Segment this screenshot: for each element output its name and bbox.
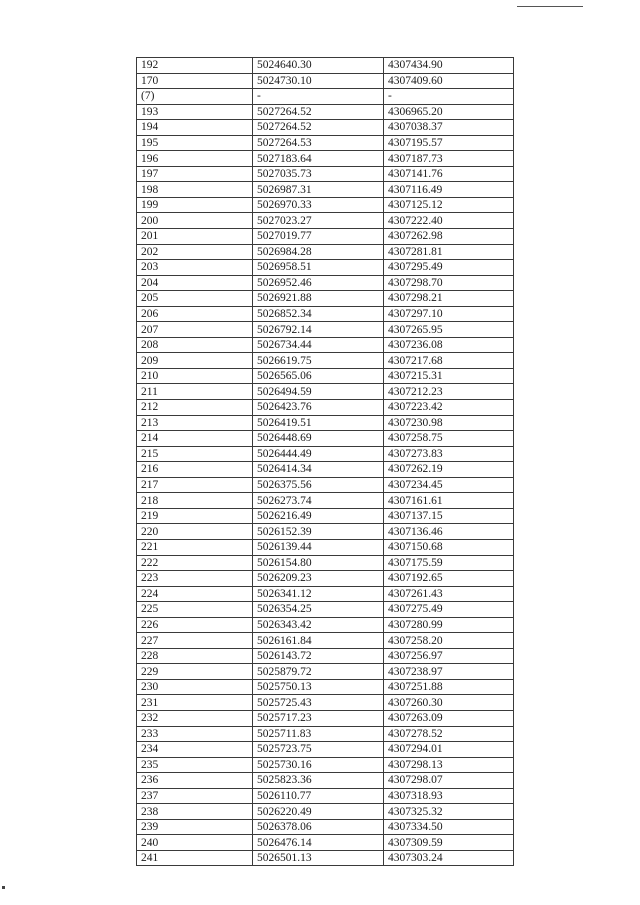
table-row bbox=[137, 431, 514, 447]
y-coordinate-cell: 4307136.46 bbox=[384, 524, 514, 540]
table-row bbox=[137, 58, 514, 74]
x-coordinate-cell: 5026139.44 bbox=[253, 539, 384, 555]
table-row bbox=[137, 773, 514, 789]
point-number-cell: 219 bbox=[137, 508, 253, 524]
y-coordinate-cell: 4307150.68 bbox=[384, 539, 514, 555]
point-number-cell: 203 bbox=[137, 260, 253, 276]
x-coordinate-cell: 5026273.74 bbox=[253, 493, 384, 509]
point-number-cell: 231 bbox=[137, 695, 253, 711]
point-number-cell: 196 bbox=[137, 151, 253, 167]
x-coordinate-cell: 5027019.77 bbox=[253, 229, 384, 245]
point-number-cell: 239 bbox=[137, 819, 253, 835]
y-coordinate-cell: 4307161.61 bbox=[384, 493, 514, 509]
table-row bbox=[137, 602, 514, 618]
y-coordinate-cell: 4307273.83 bbox=[384, 446, 514, 462]
table-row bbox=[137, 368, 514, 384]
table-row bbox=[137, 648, 514, 664]
y-coordinate-cell: 4307116.49 bbox=[384, 182, 514, 198]
y-coordinate-cell: 4307234.45 bbox=[384, 477, 514, 493]
x-coordinate-cell: 5026343.42 bbox=[253, 617, 384, 633]
table-row bbox=[137, 400, 514, 416]
y-coordinate-cell: 4307261.43 bbox=[384, 586, 514, 602]
point-number-cell: 214 bbox=[137, 431, 253, 447]
y-coordinate-cell: 4307263.09 bbox=[384, 710, 514, 726]
table-row bbox=[137, 819, 514, 835]
x-coordinate-cell: 5026501.13 bbox=[253, 850, 384, 866]
table-row bbox=[137, 291, 514, 307]
point-number-cell: 220 bbox=[137, 524, 253, 540]
y-coordinate-cell: 4307294.01 bbox=[384, 742, 514, 758]
point-number-cell: 200 bbox=[137, 213, 253, 229]
point-number-cell: 238 bbox=[137, 804, 253, 820]
point-number-cell: 197 bbox=[137, 166, 253, 182]
x-coordinate-cell: 5026378.06 bbox=[253, 819, 384, 835]
table-row bbox=[137, 73, 514, 89]
x-coordinate-cell: 5025717.23 bbox=[253, 710, 384, 726]
table-row bbox=[137, 757, 514, 773]
table-row bbox=[137, 477, 514, 493]
table-row bbox=[137, 539, 514, 555]
y-coordinate-cell: 4307309.59 bbox=[384, 835, 514, 851]
table-row bbox=[137, 182, 514, 198]
table-row bbox=[137, 229, 514, 245]
table-row bbox=[137, 555, 514, 571]
point-number-cell: 217 bbox=[137, 477, 253, 493]
point-number-cell: 228 bbox=[137, 648, 253, 664]
table-row bbox=[137, 213, 514, 229]
point-number-cell: (7) bbox=[137, 89, 253, 105]
y-coordinate-cell: 4307038.37 bbox=[384, 120, 514, 136]
table-row bbox=[137, 742, 514, 758]
x-coordinate-cell: 5026619.75 bbox=[253, 353, 384, 369]
table-row bbox=[137, 275, 514, 291]
y-coordinate-cell: 4307195.57 bbox=[384, 135, 514, 151]
x-coordinate-cell: 5026419.51 bbox=[253, 415, 384, 431]
y-coordinate-cell: 4307260.30 bbox=[384, 695, 514, 711]
y-coordinate-cell: 4307187.73 bbox=[384, 151, 514, 167]
x-coordinate-cell: 5026984.28 bbox=[253, 244, 384, 260]
x-coordinate-cell: 5026921.88 bbox=[253, 291, 384, 307]
y-coordinate-cell: 4307215.31 bbox=[384, 368, 514, 384]
table-row bbox=[137, 353, 514, 369]
y-coordinate-cell: 4307125.12 bbox=[384, 197, 514, 213]
table-row bbox=[137, 104, 514, 120]
x-coordinate-cell: 5026958.51 bbox=[253, 260, 384, 276]
point-number-cell: 216 bbox=[137, 462, 253, 478]
table-row bbox=[137, 617, 514, 633]
y-coordinate-cell: 4307298.21 bbox=[384, 291, 514, 307]
x-coordinate-cell: 5025723.75 bbox=[253, 742, 384, 758]
x-coordinate-cell: 5026354.25 bbox=[253, 602, 384, 618]
x-coordinate-cell: 5026414.34 bbox=[253, 462, 384, 478]
y-coordinate-cell: 4307236.08 bbox=[384, 337, 514, 353]
y-coordinate-cell: 4307298.07 bbox=[384, 773, 514, 789]
table-row bbox=[137, 664, 514, 680]
y-coordinate-cell: 4307298.13 bbox=[384, 757, 514, 773]
x-coordinate-cell: 5026375.56 bbox=[253, 477, 384, 493]
table-row bbox=[137, 788, 514, 804]
point-number-cell: 211 bbox=[137, 384, 253, 400]
coordinates-table bbox=[136, 57, 514, 866]
point-number-cell: 240 bbox=[137, 835, 253, 851]
table-row bbox=[137, 493, 514, 509]
point-number-cell: 233 bbox=[137, 726, 253, 742]
y-coordinate-cell: 4307192.65 bbox=[384, 571, 514, 587]
point-number-cell: 225 bbox=[137, 602, 253, 618]
point-number-cell: 208 bbox=[137, 337, 253, 353]
coordinates-table-body bbox=[137, 58, 514, 866]
point-number-cell: 204 bbox=[137, 275, 253, 291]
header-rule bbox=[517, 6, 583, 7]
x-coordinate-cell: 5026734.44 bbox=[253, 337, 384, 353]
table-row bbox=[137, 679, 514, 695]
x-coordinate-cell: 5026987.31 bbox=[253, 182, 384, 198]
point-number-cell: 210 bbox=[137, 368, 253, 384]
x-coordinate-cell: 5026209.23 bbox=[253, 571, 384, 587]
point-number-cell: 223 bbox=[137, 571, 253, 587]
x-coordinate-cell: 5026476.14 bbox=[253, 835, 384, 851]
point-number-cell: 221 bbox=[137, 539, 253, 555]
y-coordinate-cell: 4307409.60 bbox=[384, 73, 514, 89]
x-coordinate-cell: 5025750.13 bbox=[253, 679, 384, 695]
table-row bbox=[137, 197, 514, 213]
x-coordinate-cell: 5027183.64 bbox=[253, 151, 384, 167]
x-coordinate-cell: 5026952.46 bbox=[253, 275, 384, 291]
x-coordinate-cell: 5027264.52 bbox=[253, 120, 384, 136]
table-row bbox=[137, 508, 514, 524]
x-coordinate-cell: 5024730.10 bbox=[253, 73, 384, 89]
y-coordinate-cell: 4307303.24 bbox=[384, 850, 514, 866]
y-coordinate-cell: 4307222.40 bbox=[384, 213, 514, 229]
point-number-cell: 215 bbox=[137, 446, 253, 462]
x-coordinate-cell: 5027035.73 bbox=[253, 166, 384, 182]
point-number-cell: 237 bbox=[137, 788, 253, 804]
table-row bbox=[137, 384, 514, 400]
y-coordinate-cell: 4307262.19 bbox=[384, 462, 514, 478]
x-coordinate-cell: 5026494.59 bbox=[253, 384, 384, 400]
table-row bbox=[137, 89, 514, 105]
point-number-cell: 234 bbox=[137, 742, 253, 758]
table-row bbox=[137, 446, 514, 462]
x-coordinate-cell: 5026154.80 bbox=[253, 555, 384, 571]
y-coordinate-cell: 4307262.98 bbox=[384, 229, 514, 245]
table-row bbox=[137, 322, 514, 338]
x-coordinate-cell: 5026565.06 bbox=[253, 368, 384, 384]
y-coordinate-cell: 4307275.49 bbox=[384, 602, 514, 618]
point-number-cell: 236 bbox=[137, 773, 253, 789]
y-coordinate-cell: 4307175.59 bbox=[384, 555, 514, 571]
x-coordinate-cell: 5025823.36 bbox=[253, 773, 384, 789]
y-coordinate-cell: 4307258.75 bbox=[384, 431, 514, 447]
x-coordinate-cell: 5026143.72 bbox=[253, 648, 384, 664]
table-row bbox=[137, 135, 514, 151]
y-coordinate-cell: 4307318.93 bbox=[384, 788, 514, 804]
x-coordinate-cell: - bbox=[253, 89, 384, 105]
table-row bbox=[137, 835, 514, 851]
y-coordinate-cell: 4307295.49 bbox=[384, 260, 514, 276]
x-coordinate-cell: 5025879.72 bbox=[253, 664, 384, 680]
table-row bbox=[137, 415, 514, 431]
y-coordinate-cell: 4307278.52 bbox=[384, 726, 514, 742]
x-coordinate-cell: 5026110.77 bbox=[253, 788, 384, 804]
point-number-cell: 198 bbox=[137, 182, 253, 198]
point-number-cell: 229 bbox=[137, 664, 253, 680]
table-row bbox=[137, 166, 514, 182]
x-coordinate-cell: 5025730.16 bbox=[253, 757, 384, 773]
x-coordinate-cell: 5026792.14 bbox=[253, 322, 384, 338]
table-row bbox=[137, 337, 514, 353]
point-number-cell: 192 bbox=[137, 58, 253, 74]
x-coordinate-cell: 5024640.30 bbox=[253, 58, 384, 74]
table-row bbox=[137, 586, 514, 602]
point-number-cell: 212 bbox=[137, 400, 253, 416]
x-coordinate-cell: 5026423.76 bbox=[253, 400, 384, 416]
table-row bbox=[137, 306, 514, 322]
x-coordinate-cell: 5026448.69 bbox=[253, 431, 384, 447]
x-coordinate-cell: 5026341.12 bbox=[253, 586, 384, 602]
x-coordinate-cell: 5026152.39 bbox=[253, 524, 384, 540]
point-number-cell: 206 bbox=[137, 306, 253, 322]
point-number-cell: 195 bbox=[137, 135, 253, 151]
y-coordinate-cell: 4307281.81 bbox=[384, 244, 514, 260]
x-coordinate-cell: 5027023.27 bbox=[253, 213, 384, 229]
x-coordinate-cell: 5026216.49 bbox=[253, 508, 384, 524]
table-row bbox=[137, 524, 514, 540]
x-coordinate-cell: 5027264.52 bbox=[253, 104, 384, 120]
y-coordinate-cell: 4307217.68 bbox=[384, 353, 514, 369]
point-number-cell: 201 bbox=[137, 229, 253, 245]
scan-mark bbox=[2, 886, 5, 889]
table-row bbox=[137, 260, 514, 276]
point-number-cell: 224 bbox=[137, 586, 253, 602]
y-coordinate-cell: 4307251.88 bbox=[384, 679, 514, 695]
y-coordinate-cell: 4307256.97 bbox=[384, 648, 514, 664]
y-coordinate-cell: 4307297.10 bbox=[384, 306, 514, 322]
point-number-cell: 230 bbox=[137, 679, 253, 695]
point-number-cell: 218 bbox=[137, 493, 253, 509]
y-coordinate-cell: 4307298.70 bbox=[384, 275, 514, 291]
x-coordinate-cell: 5025711.83 bbox=[253, 726, 384, 742]
y-coordinate-cell: 4307137.15 bbox=[384, 508, 514, 524]
y-coordinate-cell: 4306965.20 bbox=[384, 104, 514, 120]
point-number-cell: 227 bbox=[137, 633, 253, 649]
y-coordinate-cell: - bbox=[384, 89, 514, 105]
table-row bbox=[137, 571, 514, 587]
table-row bbox=[137, 633, 514, 649]
table-row bbox=[137, 804, 514, 820]
y-coordinate-cell: 4307223.42 bbox=[384, 400, 514, 416]
x-coordinate-cell: 5027264.53 bbox=[253, 135, 384, 151]
point-number-cell: 209 bbox=[137, 353, 253, 369]
table-row bbox=[137, 710, 514, 726]
point-number-cell: 235 bbox=[137, 757, 253, 773]
point-number-cell: 199 bbox=[137, 197, 253, 213]
y-coordinate-cell: 4307280.99 bbox=[384, 617, 514, 633]
table-row bbox=[137, 120, 514, 136]
x-coordinate-cell: 5026220.49 bbox=[253, 804, 384, 820]
x-coordinate-cell: 5025725.43 bbox=[253, 695, 384, 711]
table-row bbox=[137, 151, 514, 167]
x-coordinate-cell: 5026444.49 bbox=[253, 446, 384, 462]
point-number-cell: 207 bbox=[137, 322, 253, 338]
point-number-cell: 241 bbox=[137, 850, 253, 866]
point-number-cell: 205 bbox=[137, 291, 253, 307]
table-row bbox=[137, 244, 514, 260]
point-number-cell: 222 bbox=[137, 555, 253, 571]
y-coordinate-cell: 4307434.90 bbox=[384, 58, 514, 74]
point-number-cell: 194 bbox=[137, 120, 253, 136]
table-row bbox=[137, 695, 514, 711]
point-number-cell: 193 bbox=[137, 104, 253, 120]
point-number-cell: 202 bbox=[137, 244, 253, 260]
x-coordinate-cell: 5026970.33 bbox=[253, 197, 384, 213]
y-coordinate-cell: 4307258.20 bbox=[384, 633, 514, 649]
point-number-cell: 213 bbox=[137, 415, 253, 431]
y-coordinate-cell: 4307325.32 bbox=[384, 804, 514, 820]
x-coordinate-cell: 5026852.34 bbox=[253, 306, 384, 322]
x-coordinate-cell: 5026161.84 bbox=[253, 633, 384, 649]
point-number-cell: 232 bbox=[137, 710, 253, 726]
table-row bbox=[137, 850, 514, 866]
table-row bbox=[137, 462, 514, 478]
point-number-cell: 170 bbox=[137, 73, 253, 89]
y-coordinate-cell: 4307238.97 bbox=[384, 664, 514, 680]
y-coordinate-cell: 4307334.50 bbox=[384, 819, 514, 835]
y-coordinate-cell: 4307265.95 bbox=[384, 322, 514, 338]
y-coordinate-cell: 4307230.98 bbox=[384, 415, 514, 431]
y-coordinate-cell: 4307141.76 bbox=[384, 166, 514, 182]
y-coordinate-cell: 4307212.23 bbox=[384, 384, 514, 400]
point-number-cell: 226 bbox=[137, 617, 253, 633]
table-row bbox=[137, 726, 514, 742]
